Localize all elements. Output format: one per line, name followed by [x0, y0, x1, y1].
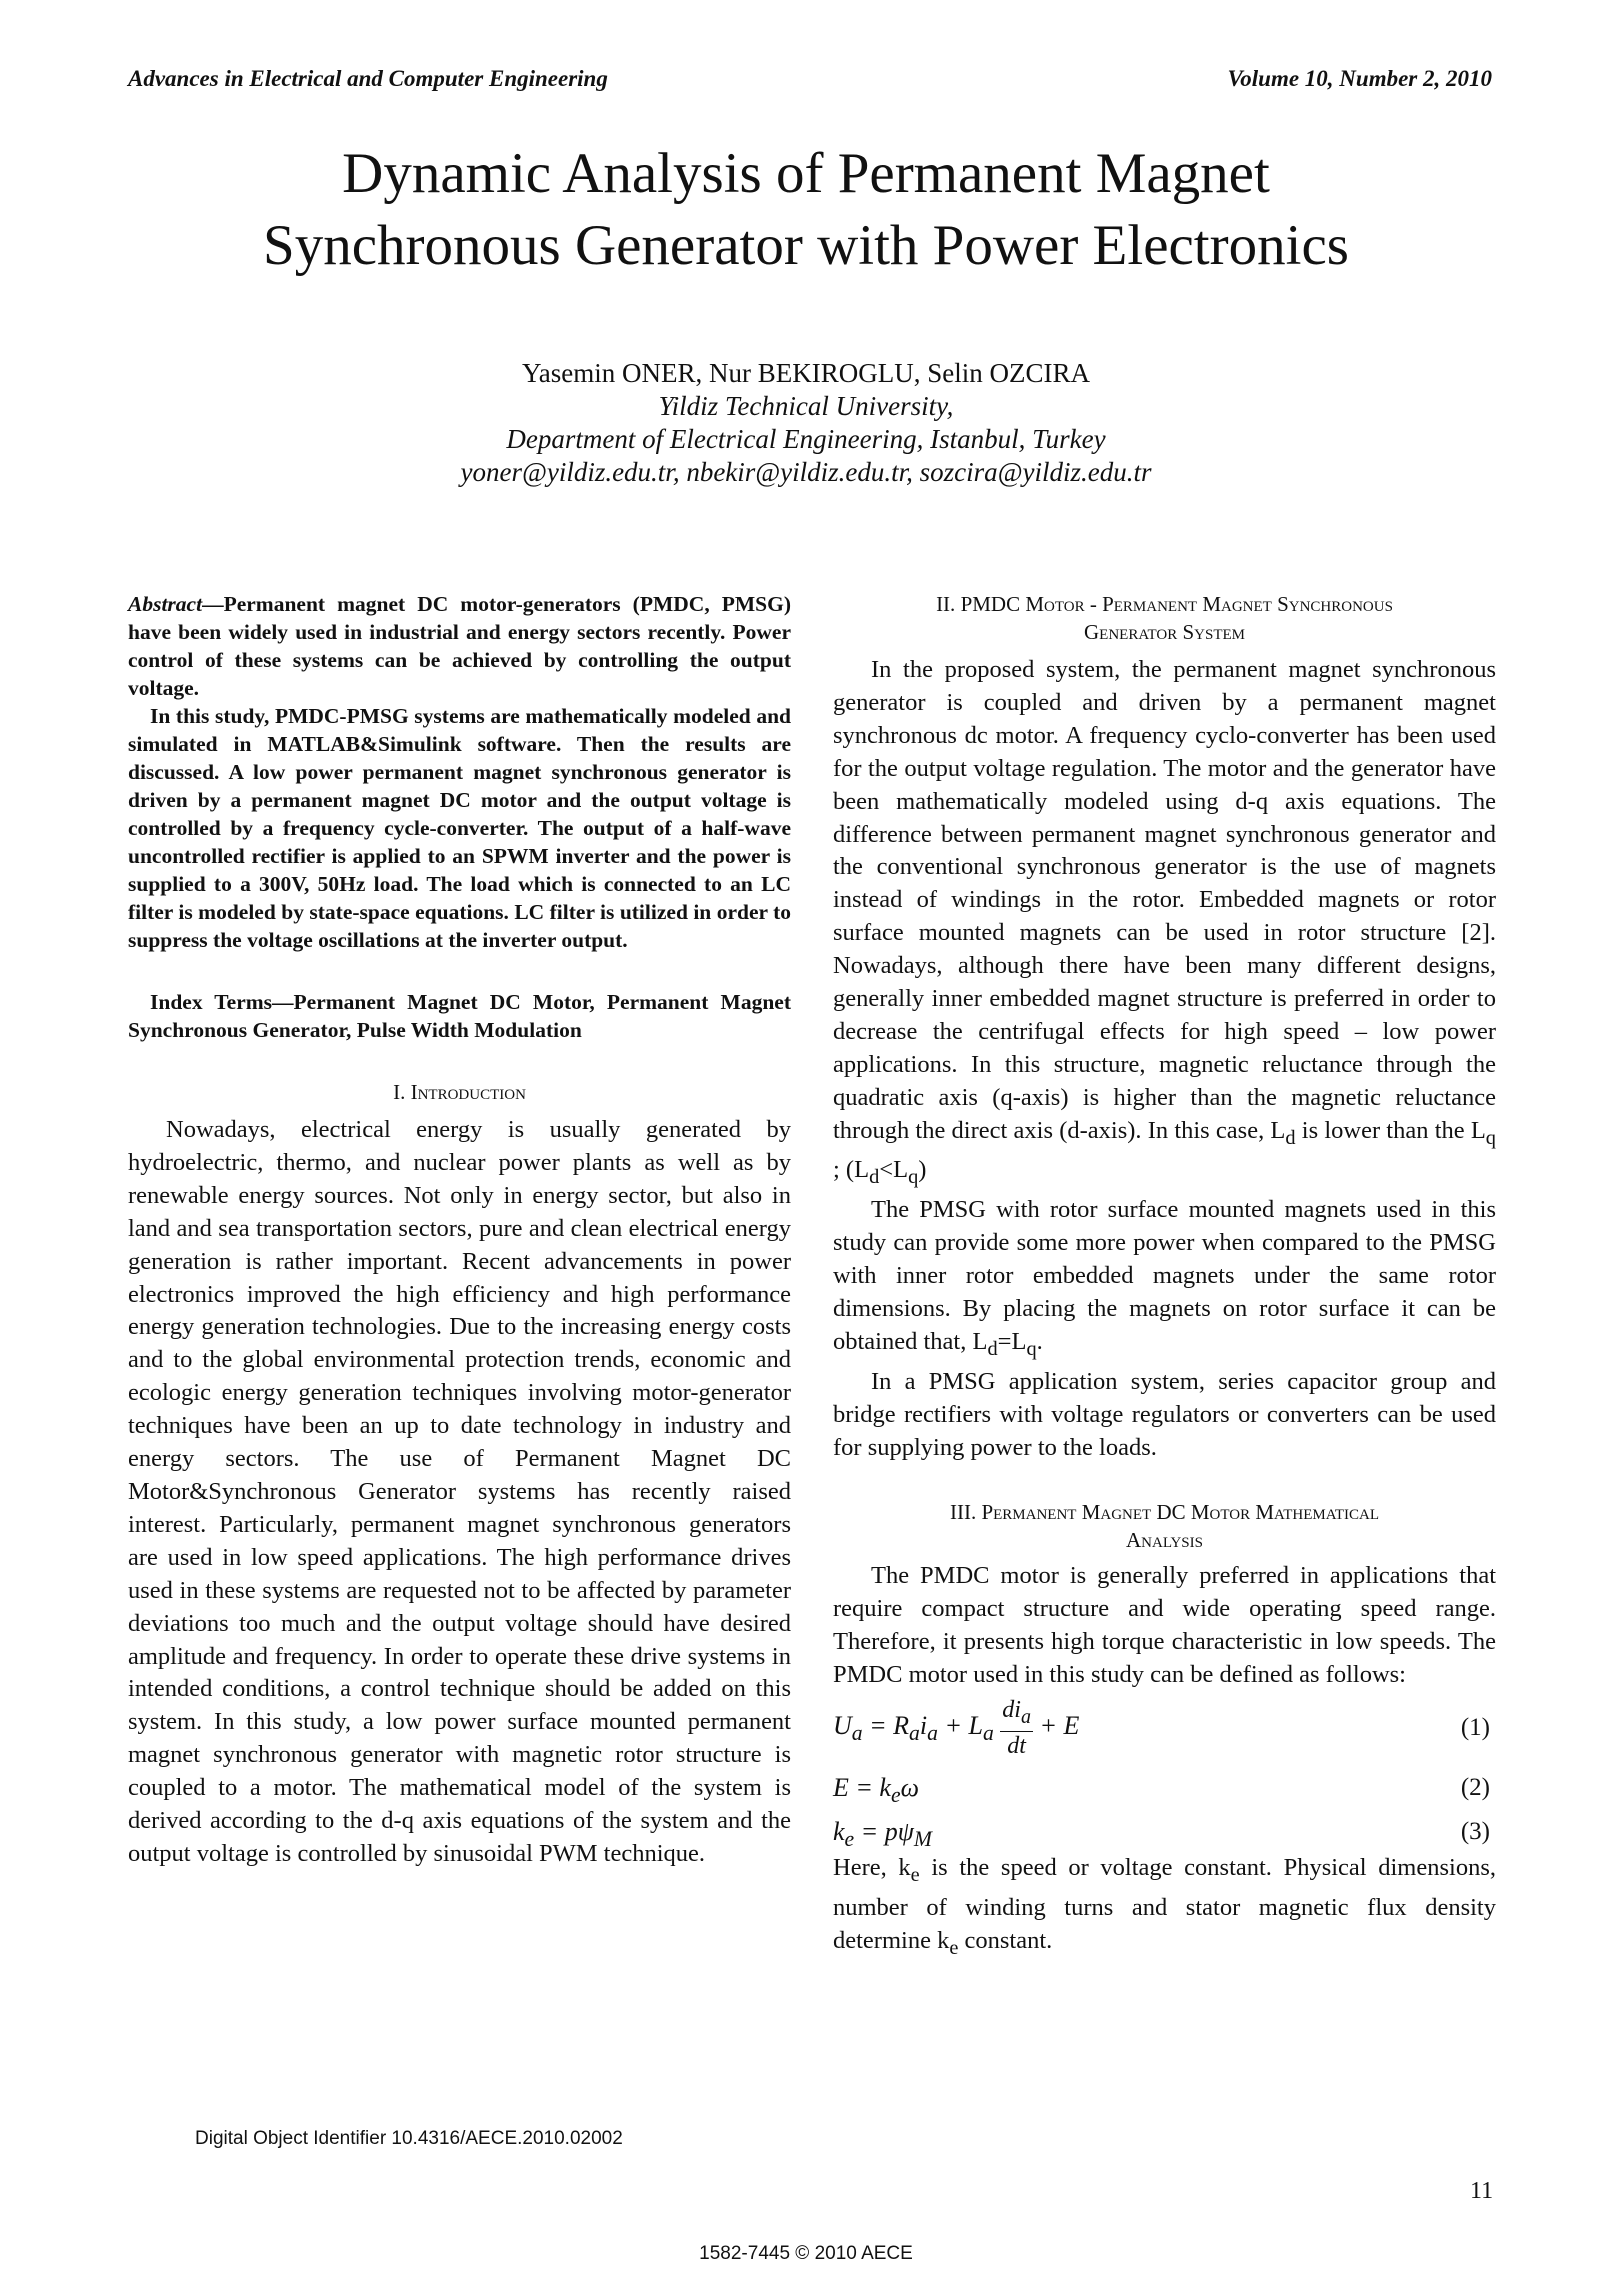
s3p2-text-b: is the speed or voltage constant. Physical dimensions, number of winding turns and stator magnetic flux density determine k	[833, 1854, 1496, 1954]
subscript-e: e	[910, 1863, 920, 1886]
abstract-text-1: —Permanent magnet DC motor-generators (PMDC, PMSG) have been widely used in industrial and energy sectors recently. Power control of these systems can be achieved by controlling the output voltage.	[128, 592, 791, 700]
author-block	[100, 357, 1512, 489]
equation-1	[833, 1692, 1496, 1764]
subscript-d: d	[1285, 1126, 1296, 1149]
section-3-heading	[833, 1498, 1496, 1554]
section-3-number: III.	[949, 1500, 982, 1525]
equation-3-number: (3)	[1460, 1818, 1490, 1846]
s3p2-text-a: Here, k	[833, 1854, 911, 1882]
s2p1-text-a: In the proposed system, the permanent magnet synchronous generator is coupled and driven by a permanent magnet synchronous dc motor. A frequency cyclo-converter has been used for the output voltage regulation. The motor and the generator have been mathematically modeled using d-q axis equations. The difference between permanent magnet synchronous generator and the conventional synchronous generator is the use of magnets instead of windings in the rotor. Embedded magnets or rotor surface mounted magnets can be used in rotor structure [2]. Nowadays, although there have been many different designs, generally inner embedded magnet structure is preferred in order to decrease the centrifugal effects for high speed – low power applications. In this structure, magnetic reluctance through the quadratic axis (q-axis) is higher than the magnetic reluctance through the direct axis (d-axis). In this case, L	[833, 656, 1496, 1144]
s2p2-text-a: The PMSG with rotor surface mounted magnets used in this study can provide some more power when compared to the PMSG with inner rotor embedded magnets under the same rotor dimensions. By placing the magnets on rotor surface it can be obtained that, L	[833, 1196, 1496, 1355]
subscript-d-2: d	[869, 1166, 880, 1189]
subscript-d-3: d	[987, 1337, 998, 1360]
author-emails: yoner@yildiz.edu.tr, nbekir@yildiz.edu.tr, sozcira@yildiz.edu.tr	[460, 457, 1152, 487]
section-2-paragraph-2	[833, 1194, 1496, 1365]
equation-2-body: $E = k_e\omega$	[833, 1773, 919, 1808]
journal-name: Advances in Electrical and Computer Engineering	[128, 66, 608, 91]
equation-2	[833, 1764, 1496, 1808]
s2p1-text-d: <L	[879, 1156, 909, 1184]
running-header	[128, 66, 1492, 106]
volume-info: Volume 10, Number 2, 2010	[1227, 66, 1492, 91]
subscript-q-3: q	[1026, 1337, 1037, 1360]
s2p1-text-b: is lower than the L	[1295, 1116, 1486, 1144]
issn-footer: 1582-7445 © 2010 AECE	[699, 2243, 913, 2264]
right-column	[833, 590, 1496, 1965]
abstract-label: Abstract	[128, 592, 203, 616]
title-line-1: Dynamic Analysis of Permanent Magnet	[342, 142, 1270, 205]
section-1-title: Introduction	[410, 1080, 526, 1104]
affiliation-university: Yildiz Technical University,	[658, 391, 954, 421]
equation-1-body: $U_a = R_ai_a + L_a$ $\frac{di_a}{dt}$ + E	[833, 1697, 1080, 1759]
author-names: Yasemin ONER, Nur BEKIROGLU, Selin OZCIRA	[521, 358, 1090, 388]
equation-3-body: $k_e = p\psi_M$	[833, 1817, 932, 1852]
section-2-title-line-2: Generator System	[1084, 620, 1245, 644]
section-2-paragraph-1	[833, 654, 1496, 1194]
equation-2-number: (2)	[1460, 1774, 1490, 1802]
section-1-number: I.	[393, 1080, 411, 1104]
section-2-paragraph-3: In a PMSG application system, series capacitor group and bridge rectifiers with voltage regulators or converters can be used for supplying power to the loads.	[833, 1367, 1496, 1461]
subscript-e-2: e	[949, 1936, 959, 1959]
s2p2-text-c: .	[1036, 1327, 1043, 1355]
section-2-title-line-1: PMDC Motor - Permanent Magnet Synchronous	[960, 592, 1393, 616]
section-1-heading	[128, 1078, 791, 1106]
s2p1-text-c: ; (L	[833, 1156, 870, 1184]
paper-title	[100, 138, 1512, 282]
abstract-paragraph-2: In this study, PMDC-PMSG systems are mathematically modeled and simulated in MATLAB&Simulink software. Then the results are discussed. A low power permanent magnet synchronous generator is driven by a permanent magnet DC motor and the output voltage is controlled by a frequency cycle-converter. The output of a half-wave uncontrolled rectifier is applied to an SPWM inverter and the power is supplied to a 300V, 50Hz load. The load which is connected to an LC filter is modeled by state-space equations. LC filter is utilized in order to suppress the voltage oscillations at the inverter output.	[128, 704, 791, 952]
section-3-title-line-2: Analysis	[1125, 1528, 1203, 1553]
subscript-q-2: q	[908, 1166, 919, 1189]
subscript-q: q	[1485, 1126, 1496, 1149]
s3p2-text-c: constant.	[958, 1926, 1053, 1954]
equation-3	[833, 1808, 1496, 1852]
section-1-paragraph: Nowadays, electrical energy is usually generated by hydroelectric, thermo, and nuclear power plants as well as by renewable energy sources. Not only in energy sector, but also in land and sea transportation sectors, pure and clean electrical energy generation is rather important. Recent advancements in power electronics improved the high efficiency and high performance energy generation technologies. Due to the increasing energy costs and to the global environmental protection trends, economic and ecologic energy generation techniques involving motor-generator techniques have been an up to date technology in industry and energy sectors. The use of Permanent Magnet DC Motor&Synchronous Generator systems has recently raised interest. Particularly, permanent magnet synchronous generators are used in low speed applications. The high performance drives used in these systems are requested not to be affected by parameter deviations too much and the output voltage should have desired amplitude and frequency. In order to operate these drive systems in intended conditions, a control technique should be added on this system. In this study, a low power surface mounted permanent magnet synchronous generator with magnetic rotor structure is coupled to a motor. The mathematical model of the system is derived according to the d-q axis equations of the system and the output voltage is controlled by sinusoidal PWM technique.	[128, 1116, 791, 1867]
title-line-2: Synchronous Generator with Power Electronics	[263, 214, 1349, 277]
doi-footer: Digital Object Identifier 10.4316/AECE.2010.02002	[195, 2128, 623, 2149]
left-column	[128, 590, 791, 1871]
equation-1-number: (1)	[1460, 1714, 1490, 1742]
index-terms: Index Terms—Permanent Magnet DC Motor, Permanent Magnet Synchronous Generator, Pulse Width Modulation	[128, 990, 791, 1042]
section-2-heading	[833, 590, 1496, 646]
abstract-paragraph-1	[128, 590, 791, 702]
s2p2-text-b: =L	[997, 1327, 1027, 1355]
page-number: 11	[1470, 2178, 1494, 2204]
section-2-number: II.	[936, 592, 961, 616]
section-3-paragraph-1: The PMDC motor is generally preferred in applications that require compact structure and wide operating speed range. Therefore, it presents high torque characteristic in low speeds. The PMDC motor used in this study can be defined as follows:	[833, 1562, 1496, 1689]
s2p1-text-e: )	[918, 1156, 927, 1184]
section-3-paragraph-2	[833, 1852, 1496, 1965]
section-3-title-line-1: Permanent Magnet DC Motor Mathematical	[981, 1500, 1380, 1525]
affiliation-department: Department of Electrical Engineering, Istanbul, Turkey	[506, 424, 1106, 454]
